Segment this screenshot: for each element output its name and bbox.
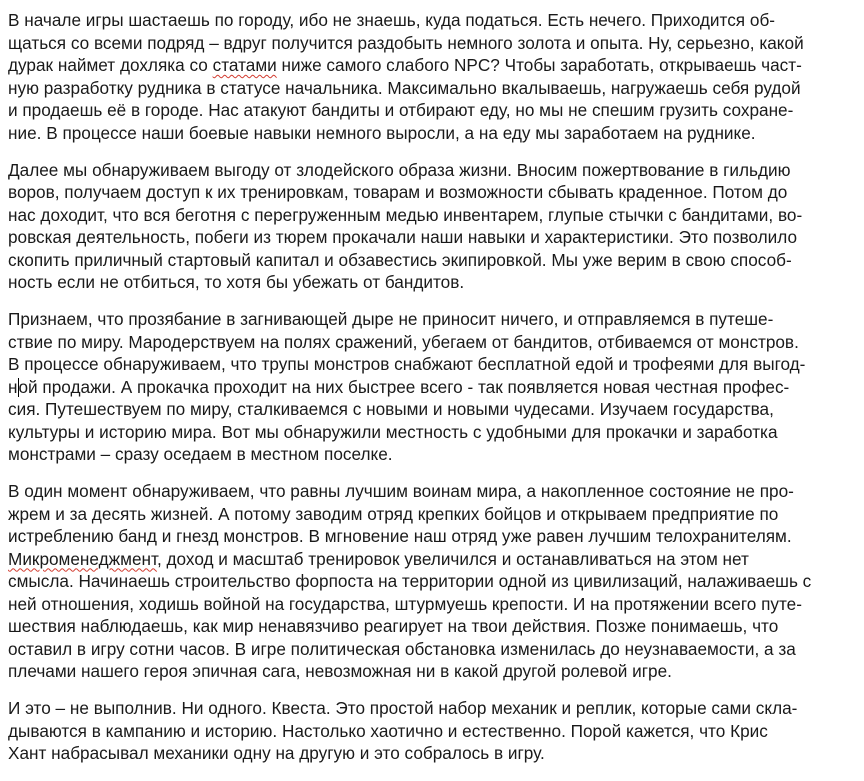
- text-line: [8, 503, 858, 526]
- text-segment: И это – не выполнив. Ни одного. Квеста. Это простой набор механик и реплик, которые сами скла-: [8, 698, 798, 718]
- text-line: [8, 204, 858, 227]
- text-segment: В процессе обнаруживаем, что трупы монстров снабжают бесплатной едой и трофеями для выгод-: [8, 354, 806, 374]
- paragraph-1: [8, 9, 858, 144]
- text-line: [8, 638, 858, 661]
- text-segment: Хант набрасывал механики одну на другую и это собралось в игру.: [8, 743, 545, 763]
- text-segment: щаться со всеми подряд – вдруг получится раздобыть немного золота и опыта. Ну, серьезно, какой: [8, 32, 804, 53]
- text-segment: культуры и историю мира. Вот мы обнаружили местность с удобными для прокачки и заработка: [8, 421, 778, 442]
- text-segment: В начале игры шастаешь по городу, ибо не знаешь, куда податься. Есть нечего. Приходится об-: [8, 10, 776, 30]
- text-segment: ние. В процессе наши боевые навыки немного выросли, а на еду мы заработаем на руднике.: [8, 122, 756, 143]
- paragraph-3: [8, 308, 858, 466]
- text-line: [8, 226, 858, 249]
- text-line: [8, 249, 858, 272]
- text-segment: воров, получаем доступ к их тренировкам, товарам и возможности сбывать краденное. Потом до: [8, 182, 788, 202]
- paragraph-5: [8, 697, 858, 765]
- text-line: [8, 54, 858, 77]
- text-segment: ниже самого слабого NPC? Чтобы заработать, открываешь част-: [276, 55, 802, 75]
- text-segment: плечами нашего героя эпичная сага, невозможная ни в какой другой ролевой игре.: [8, 661, 672, 681]
- text-segment: оставил в игру сотни часов. В игре политическая обстановка изменилась до неузнаваемости, а за: [8, 638, 796, 659]
- text-segment: В один момент обнаруживаем, что равны лучшим воинам мира, а накопленное состояние не про-: [8, 481, 794, 501]
- text-line: [8, 32, 858, 55]
- text-line: [8, 443, 858, 466]
- text-line: [8, 660, 858, 683]
- text-segment: , доход и масштаб тренировок увеличился и останавливаться на этом нет: [156, 548, 749, 569]
- text-segment: жрем и за десять жизней. А потому заводим отряд крепких бойцов и открываем предприятие по: [8, 503, 779, 524]
- text-line: [8, 421, 858, 444]
- text-line: [8, 99, 858, 122]
- document-body[interactable]: [8, 9, 858, 779]
- text-line: [8, 593, 858, 616]
- text-segment: ней отношения, ходишь войной на государства, штурмуешь крепости. И на протяжении всего путе-: [8, 593, 802, 614]
- text-segment: смысла. Начинаешь строительство форпоста на территории одной из цивилизаций, налаживаешь с: [8, 571, 812, 591]
- text-line: [8, 122, 858, 145]
- text-segment: монстрами – сразу оседаем в местном поселке.: [8, 444, 393, 464]
- text-line: [8, 548, 858, 571]
- text-line: [8, 615, 858, 638]
- text-line: [8, 77, 858, 100]
- text-segment: Признаем, что прозябание в загнивающей дыре не приносит ничего, и отправляемся в путеше-: [8, 309, 774, 329]
- text-line: [8, 308, 858, 331]
- text-segment: шествия наблюдаешь, как мир ненавязчиво реагирует на твои действия. Позже понимаешь, что: [8, 616, 779, 636]
- text-line: [8, 570, 858, 593]
- text-segment: нас доходит, что вся беготня с перегруженным медью инвентарем, глупые стычки с бандитами, во-: [8, 204, 803, 225]
- text-segment: н: [8, 376, 18, 397]
- text-segment: дурак наймет дохляка со: [8, 55, 213, 75]
- text-segment: и продаешь её в городе. Нас атакуют бандиты и отбирают еду, но мы не спешим грузить сохране-: [8, 100, 794, 120]
- text-line: [8, 181, 858, 204]
- text-line: [8, 159, 858, 182]
- text-line: [8, 353, 858, 376]
- text-segment: сия. Путешествуем по миру, сталкиваемся с новыми и новыми чудесами. Изучаем государства,: [8, 399, 774, 419]
- text-segment: ровская деятельность, побеги из тюрем прокачали наши навыки и характеристики. Это позволило: [8, 227, 798, 247]
- text-segment: ой продажи. А прокачка проходит на них быстрее всего - так появляется новая честная профес-: [18, 376, 790, 397]
- text-segment: ную разработку рудника в статусе начальника. Максимально вкалываешь, нагружаешь себя рудой: [8, 77, 801, 98]
- paragraph-4: [8, 480, 858, 683]
- text-segment: дываются в кампанию и историю. Настолько хаотично и естественно. Порой кажется, что Крис: [8, 720, 768, 741]
- text-line: [8, 398, 858, 421]
- paragraph-2: [8, 159, 858, 294]
- text-line: [8, 480, 858, 503]
- text-line: [8, 697, 858, 720]
- misspelled-word: Микроменеджмент: [8, 548, 157, 569]
- text-segment: ствие по миру. Мародерствуем на полях сражений, убегаем от бандитов, отбиваемся от монстров.: [8, 331, 799, 352]
- text-line: [8, 376, 858, 399]
- text-line: [8, 742, 858, 765]
- text-segment: ность если не отбиться, то хотя бы убежать от бандитов.: [8, 272, 465, 292]
- misspelled-word: статами: [212, 55, 277, 75]
- text-segment: Далее мы обнаруживаем выгоду от злодейского образа жизни. Вносим пожертвование в гильдию: [8, 159, 791, 180]
- text-line: [8, 9, 858, 32]
- text-line: [8, 525, 858, 548]
- text-line: [8, 331, 858, 354]
- text-line: [8, 720, 858, 743]
- text-segment: скопить приличный стартовый капитал и обзавестись экипировкой. Мы уже верим в свою способ-: [8, 249, 792, 270]
- text-segment: истреблению банд и гнезд монстров. В мгновение наш отряд уже равен лучшим телохранителям.: [8, 526, 792, 546]
- text-line: [8, 271, 858, 294]
